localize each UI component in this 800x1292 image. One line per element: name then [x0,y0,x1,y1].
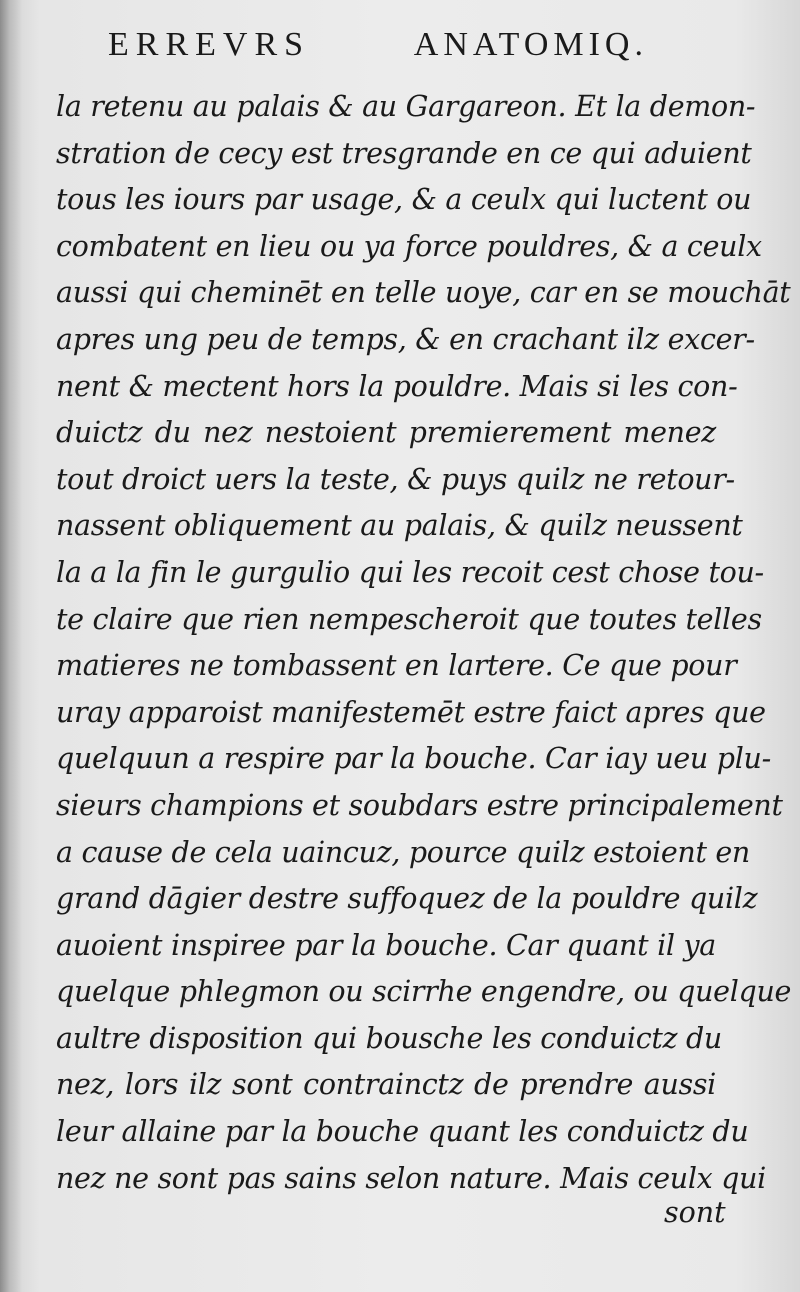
text-line: combatent en lieu ou ya force pouldres, & a ceulx [56,229,762,263]
text-line: nassent obliquement au palais, & quilz neussent [56,509,743,543]
text-line: nez ne sont pas sains selon nature. Mais ceulx qui [56,1161,766,1195]
text-line: auoient inspiree par la bouche. Car quant il ya [56,928,716,962]
text-line: te claire que rien nempescheroit que toutes telles [56,602,762,636]
text-line: uray apparoist manifestemēt estre faict apres que [56,695,766,729]
text-line: aultre disposition qui bousche les conduictz du [56,1021,722,1055]
catchword: sont [664,1196,726,1229]
text-line: sieurs champions et soubdars estre principalement [56,788,783,822]
text-line: a cause de cela uaincuz, pource quilz estoient en [56,835,750,869]
text-line: tout droict uers la teste, & puys quilz ne retour- [56,462,735,496]
gutter-shadow [0,0,22,1292]
text-line: grand dāgier destre suffoquez de la pouldre quilz [56,882,758,916]
text-line: matieres ne tombassent en lartere. Ce que pour [56,649,737,683]
body-text [56,84,792,1202]
text-line: duictz du nez nestoient premierement menez [56,416,716,450]
text-line: tous les iours par usage, & a ceulx qui luctent ou [56,183,752,217]
text-line: leur allaine par la bouche quant les conduictz du [56,1115,749,1149]
text-line: quelquun a respire par la bouche. Car iay ueu plu- [56,742,771,776]
text-line: la a la fin le gurgulio qui les recoit cest chose tou- [56,555,764,589]
text-line: aussi qui cheminēt en telle uoye, car en se mouchāt [56,276,791,310]
text-line: quelque phlegmon ou scirrhe engendre, ou quelque [56,975,792,1009]
text-line: apres ung peu de temps, & en crachant ilz excer- [56,322,755,356]
running-head-left: ERREVRS [108,26,311,63]
text-line: la retenu au palais & au Gargareon. Et la demon- [56,90,756,123]
text-line: nez, lors ilz sont contrainctz de prendre aussi [56,1068,716,1102]
text-line: nent & mectent hors la pouldre. Mais si les con- [56,369,738,403]
running-head-right: ANATOMIQ. [413,26,648,63]
text-line: stration de cecy est tresgrande en ce qui aduient [56,136,752,170]
running-head [108,26,648,64]
